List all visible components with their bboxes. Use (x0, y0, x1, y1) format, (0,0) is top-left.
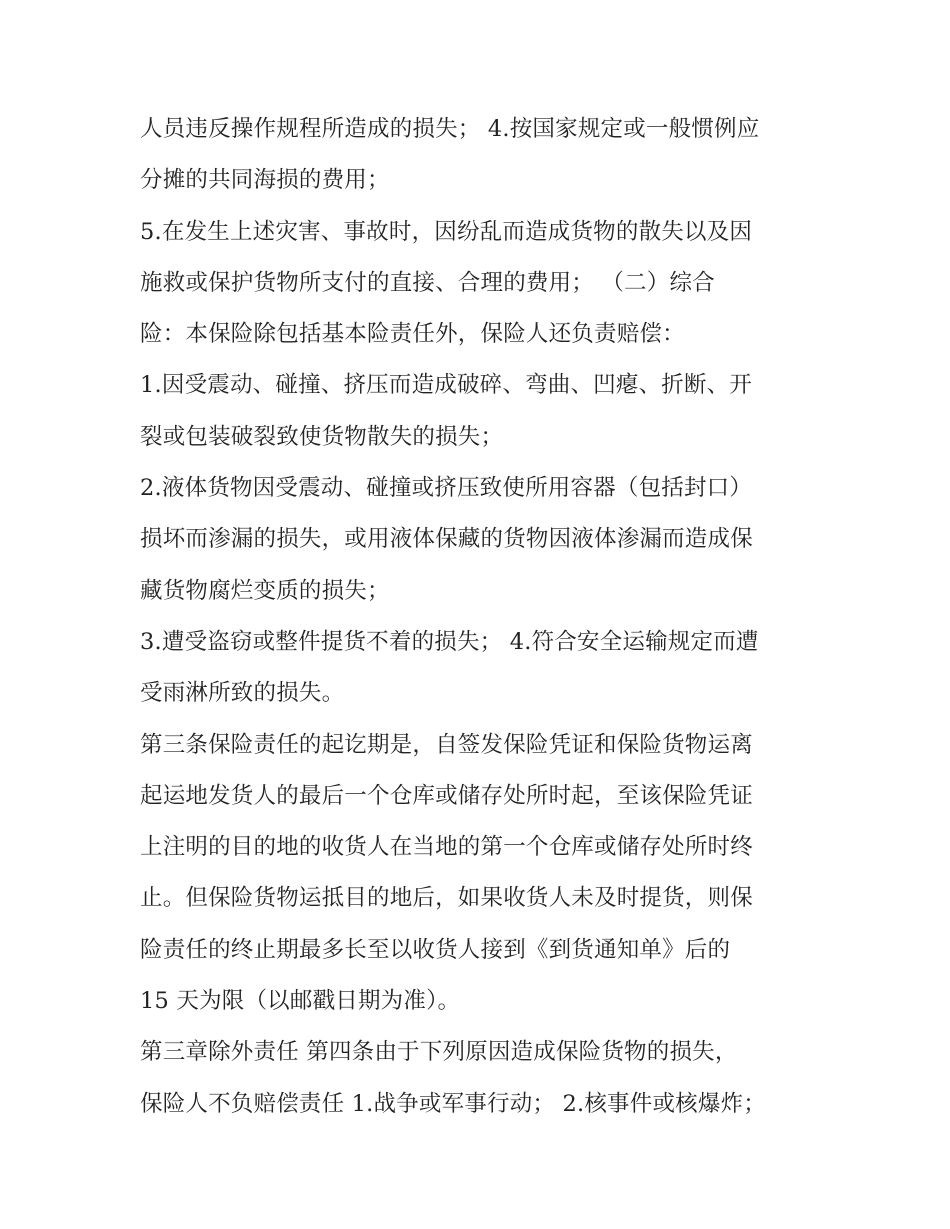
document-body (140, 104, 830, 1130)
text-line: 保险人不负赔偿责任 1.战争或军事行动； 2.核事件或核爆炸； (140, 1090, 766, 1117)
text-line: 险责任的终止期最多长至以收货人接到《到货通知单》后的 (140, 936, 731, 963)
text-line: 止。但保险货物运抵目的地后，如果收货人未及时提货，则保 (140, 885, 753, 912)
text-line: 裂或包装破裂致使货物散失的损失； (140, 423, 504, 450)
text-line: 起运地发货人的最后一个仓库或储存处所时起，至该保险凭证 (140, 782, 753, 809)
text-line: 损坏而渗漏的损失，或用液体保藏的货物因液体渗漏而造成保 (140, 526, 753, 553)
text-line: 险：本保险除包括基本险责任外，保险人还负责赔偿： (140, 321, 685, 348)
text-line: 上注明的目的地的收货人在当地的第一个仓库或储存处所时终 (140, 834, 753, 861)
text-line: 第三条保险责任的起讫期是，自签发保险凭证和保险货物运离 (140, 731, 753, 758)
text-line: 施救或保护货物所支付的直接、合理的费用； （二）综合 (140, 269, 715, 296)
text-line: 第三章除外责任 第四条由于下列原因造成保险货物的损失， (140, 1039, 738, 1066)
text-line: 2.液体货物因受震动、碰撞或挤压致使所用容器（包括封口） (140, 475, 753, 502)
text-line: 受雨淋所致的损失。 (140, 680, 345, 707)
text-line: 人员违反操作规程所造成的损失； 4.按国家规定或一般惯例应 (140, 116, 760, 142)
text-line: 3.遭受盗窃或整件提货不着的损失； 4.符合安全运输规定而遭 (140, 628, 759, 655)
text-line: 分摊的共同海损的费用； (140, 167, 390, 194)
text-line: 藏货物腐烂变质的损失； (140, 577, 390, 604)
text-line: 1.因受震动、碰撞、挤压而造成破碎、弯曲、凹瘪、折断、开 (140, 372, 753, 399)
text-line: 15 天为限（以邮戳日期为准）。 (140, 988, 461, 1015)
text-line: 5.在发生上述灾害、事故时，因纷乱而造成货物的散失以及因 (140, 218, 753, 245)
